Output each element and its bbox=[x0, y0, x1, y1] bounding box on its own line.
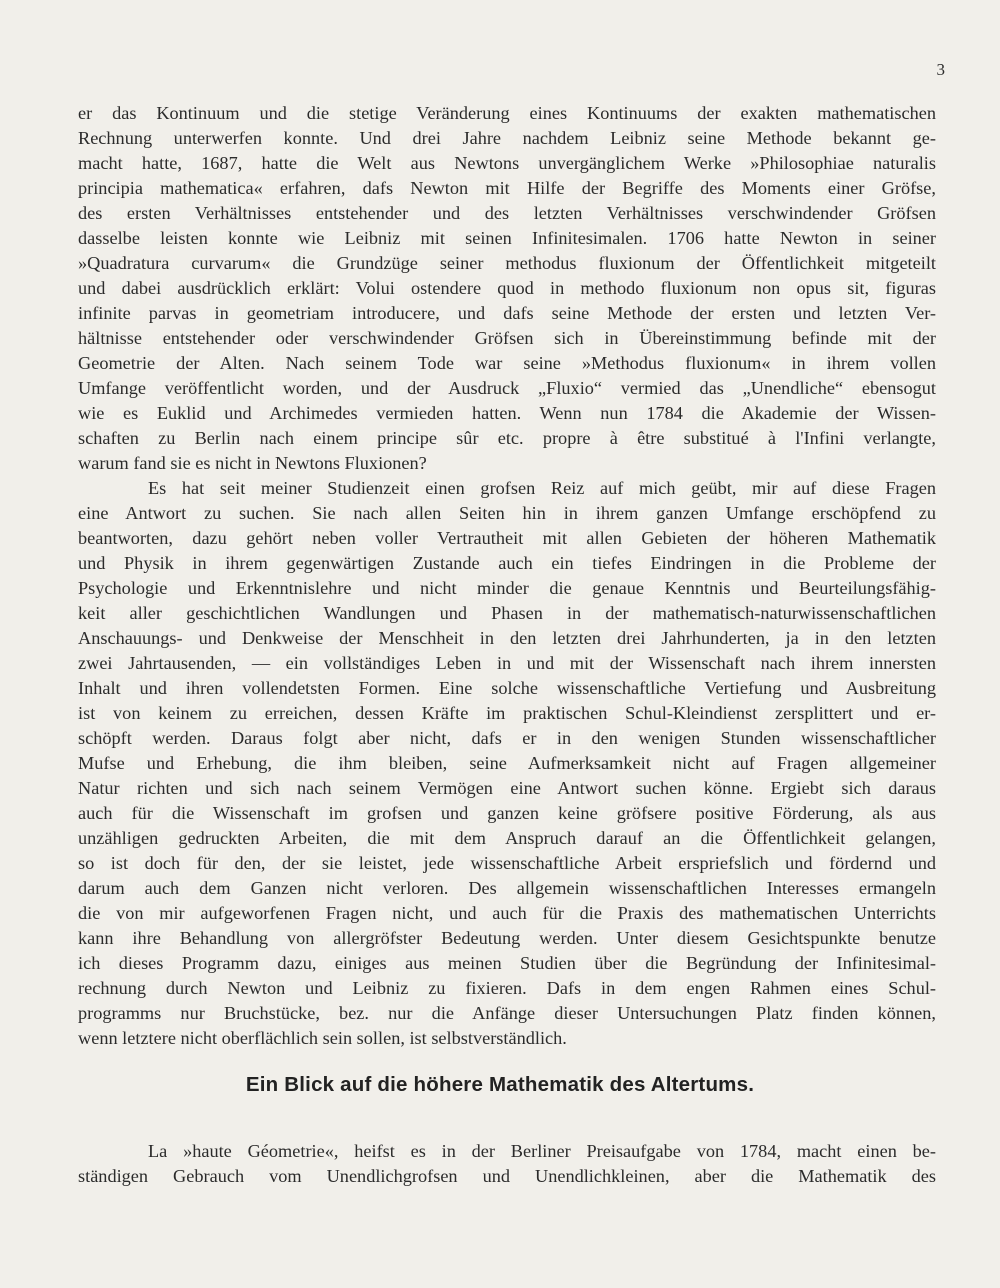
text-line: so ist doch für den, der sie leistet, jede wissenschaftliche Arbeit erspriefslich und fördernd und bbox=[78, 853, 936, 873]
text-line: des ersten Verhältnisses entstehender und des letzten Verhältnisses verschwindender Gröfsen bbox=[78, 203, 936, 223]
text-line: Natur richten und sich nach seinem Vermögen eine Antwort suchen könne. Ergiebt sich daraus bbox=[78, 778, 936, 798]
text-line: die von mir aufgeworfenen Fragen nicht, und auch für die Praxis des mathematischen Unterrichts bbox=[78, 903, 936, 923]
text-line: wie es Euklid und Archimedes vermieden hatten. Wenn nun 1784 die Akademie der Wissen- bbox=[78, 403, 936, 423]
text-line: rechnung durch Newton und Leibniz zu fixieren. Dafs in dem engen Rahmen eines Schul- bbox=[78, 978, 936, 998]
text-line: darum auch dem Ganzen nicht verloren. Des allgemein wissenschaftlichen Interesses ermangeln bbox=[78, 878, 936, 898]
text-line: »Quadratura curvarum« die Grundzüge seiner methodus fluxionum der Öffentlichkeit mitgeteilt bbox=[78, 253, 936, 273]
text-line: und Physik in ihrem gegenwärtigen Zustande auch ein tiefes Eindringen in die Probleme der bbox=[78, 553, 936, 573]
text-line: programms nur Bruchstücke, bez. nur die Anfänge dieser Untersuchungen Platz finden können, bbox=[78, 1003, 936, 1023]
text-line: Anschauungs- und Denkweise der Menschheit in den letzten drei Jahrhunderten, ja in den letzten bbox=[78, 628, 936, 648]
text-line: Geometrie der Alten. Nach seinem Tode war seine »Methodus fluxionum« in ihrem vollen bbox=[78, 353, 936, 373]
text-line: schöpft werden. Daraus folgt aber nicht, dafs er in den wenigen Stunden wissenschaftlicher bbox=[78, 728, 936, 748]
text-line: ist von keinem zu erreichen, dessen Kräfte im praktischen Schul-Kleindienst zersplittert und er- bbox=[78, 703, 936, 723]
text-line: infinite parvas in geometriam introducere, und dafs seine Methode der ersten und letzten Ver- bbox=[78, 303, 936, 323]
text-line: auch für die Wissenschaft im grofsen und ganzen keine gröfsere positive Förderung, als aus bbox=[78, 803, 936, 823]
text-line: macht hatte, 1687, hatte die Welt aus Newtons unvergänglichem Werke »Philosophiae naturalis bbox=[78, 153, 936, 173]
text-line: er das Kontinuum und die stetige Veränderung eines Kontinuums der exakten mathematischen bbox=[78, 103, 936, 123]
text-line: Inhalt und ihren vollendetsten Formen. Eine solche wissenschaftliche Vertiefung und Ausbreitung bbox=[78, 678, 936, 698]
text-line: ich dieses Programm dazu, einiges aus meinen Studien über die Begründung der Infinitesimal- bbox=[78, 953, 936, 973]
text-line: eine Antwort zu suchen. Sie nach allen Seiten hin in ihrem ganzen Umfange erschöpfend zu bbox=[78, 503, 936, 523]
text-line: Rechnung unterwerfen konnte. Und drei Jahre nachdem Leibniz seine Methode bekannt ge- bbox=[78, 128, 936, 148]
section-heading: Ein Blick auf die höhere Mathematik des Altertums. bbox=[245, 1073, 755, 1096]
text-line: Mufse und Erhebung, die ihm bleiben, seine Aufmerksamkeit nicht auf Fragen allgemeiner bbox=[78, 753, 936, 773]
text-line: Umfange veröffentlicht worden, und der Ausdruck „Fluxio“ vermied das „Unendliche“ ebensogut bbox=[78, 378, 936, 398]
text-line: wenn letztere nicht oberflächlich sein sollen, ist selbstverständlich. bbox=[78, 1028, 567, 1048]
text-line: ständigen Gebrauch vom Unendlichgrofsen und Unendlichkleinen, aber die Mathematik des bbox=[78, 1166, 936, 1186]
text-line: principia mathematica« erfahren, dafs Newton mit Hilfe der Begriffe des Moments einer Gröfse, bbox=[78, 178, 936, 198]
text-line: La »haute Géometrie«, heifst es in der Berliner Preisaufgabe von 1784, macht einen be- bbox=[148, 1141, 936, 1161]
text-line: warum fand sie es nicht in Newtons Fluxionen? bbox=[78, 453, 427, 473]
text-line: kann ihre Behandlung von allergröfster Bedeutung werden. Unter diesem Gesichtspunkte benutze bbox=[78, 928, 936, 948]
text-line: dasselbe leisten konnte wie Leibniz mit seinen Infinitesimalen. 1706 hatte Newton in seiner bbox=[78, 228, 936, 248]
text-line: hältnisse entstehender oder verschwindender Gröfsen sich in Übereinstimmung befinde mit der bbox=[78, 328, 936, 348]
text-line: Es hat seit meiner Studienzeit einen grofsen Reiz auf mich geübt, mir auf diese Fragen bbox=[148, 478, 936, 498]
text-line: unzähligen gedruckten Arbeiten, die mit dem Anspruch darauf an die Öffentlichkeit gelangen, bbox=[78, 828, 936, 848]
text-line: zwei Jahrtausenden, — ein vollständiges Leben in und mit der Wissenschaft nach ihrem innersten bbox=[78, 653, 936, 673]
text-line: keit aller geschichtlichen Wandlungen und Phasen in der mathematisch-naturwissenschaftlichen bbox=[78, 603, 936, 623]
text-line: beantworten, dazu gehört neben voller Vertrautheit mit allen Gebieten der höheren Mathematik bbox=[78, 528, 936, 548]
text-line: Psychologie und Erkenntnislehre und nicht minder die genaue Kenntnis und Beurteilungsfähig- bbox=[78, 578, 936, 598]
text-line: und dabei ausdrücklich erklärt: Volui ostendere quod in methodo fluxionum non opus sit, figuras bbox=[78, 278, 936, 298]
page-number: 3 bbox=[936, 60, 945, 79]
text-line: schaften zu Berlin nach einem principe sûr etc. propre à être substitué à l'Infini verlangte, bbox=[78, 428, 936, 448]
